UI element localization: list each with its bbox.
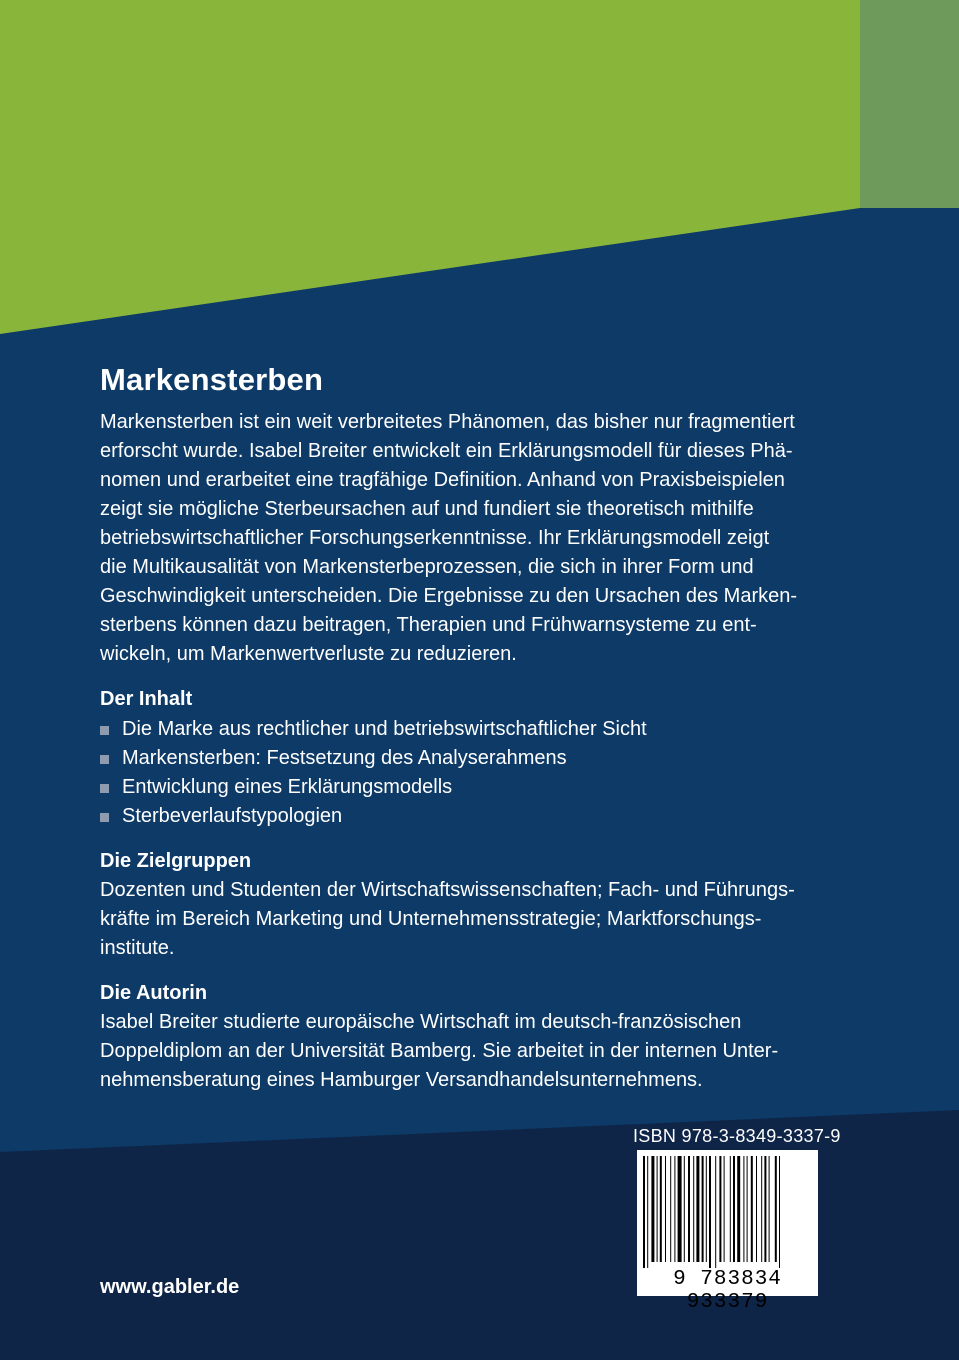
list-item-text: Die Marke aus rechtlicher und betriebswirtschaftlicher Sicht	[122, 718, 647, 740]
barcode-bar	[660, 1156, 662, 1262]
barcode-bar	[733, 1156, 735, 1262]
description-line: Geschwindigkeit unterscheiden. Die Ergebnisse zu den Ursachen des Marken-	[100, 585, 798, 607]
autorin-line: Doppeldiplom an der Universität Bamberg. Sie arbeitet in der internen Unter-	[100, 1040, 779, 1062]
description-line: die Multikausalität von Markensterbeprozessen, die sich in ihrer Form und	[100, 556, 754, 578]
barcode-bar	[674, 1156, 675, 1262]
description-line: erforscht wurde. Isabel Breiter entwickelt ein Erklärungsmodell für dieses Phä-	[100, 440, 793, 462]
bullet-square-icon	[100, 813, 109, 822]
description-line: Markensterben ist ein weit verbreitetes Phänomen, das bisher nur fragmentiert	[100, 411, 795, 433]
barcode-bar	[706, 1156, 707, 1262]
barcode-bar	[747, 1156, 748, 1262]
description-line: sterbens können dazu beitragen, Therapien und Frühwarnsysteme zu ent-	[100, 614, 757, 636]
list-item-text: Sterbeverlaufstypologien	[122, 805, 343, 827]
barcode-bar	[678, 1156, 682, 1262]
zielgruppen-heading: Die Zielgruppen	[100, 850, 252, 872]
barcode-bar	[724, 1156, 725, 1262]
barcode-bar	[769, 1156, 770, 1262]
inhalt-list	[100, 715, 870, 831]
barcode-bar	[647, 1156, 648, 1268]
autorin-heading: Die Autorin	[100, 982, 208, 1004]
barcode-bar	[665, 1156, 666, 1262]
zielgruppen-line: institute.	[100, 937, 175, 959]
barcode-bar	[684, 1156, 685, 1262]
list-item	[100, 744, 870, 773]
barcode-bar	[751, 1156, 753, 1262]
barcode-bar	[715, 1156, 716, 1268]
barcode-digits: 9 783834 933379	[673, 1268, 782, 1314]
description-line: betriebswirtschaftlicher Forschungserkenntnisse. Ihr Erklärungsmodell zeigt	[100, 527, 770, 549]
barcode-bar	[643, 1156, 645, 1268]
barcode-bar	[702, 1156, 704, 1262]
autorin-paragraph	[100, 1008, 870, 1095]
barcode-bar	[779, 1156, 780, 1268]
zielgruppen-line: kräfte im Bereich Marketing und Unternehmensstrategie; Marktforschungs-	[100, 908, 762, 930]
barcode-bar	[670, 1156, 671, 1262]
barcode-bar	[651, 1156, 654, 1262]
background-green-muted-corner	[860, 0, 959, 208]
barcode-bar	[693, 1156, 694, 1262]
barcode-bar	[764, 1156, 766, 1262]
barcode-bar	[719, 1156, 721, 1262]
description-line: wickeln, um Markenwertverluste zu reduzieren.	[100, 643, 517, 665]
list-item	[100, 802, 870, 831]
main-content	[100, 362, 870, 1095]
list-item-text: Markensterben: Festsetzung des Analyserahmens	[122, 747, 567, 769]
zielgruppen-line: Dozenten und Studenten der Wirtschaftswissenschaften; Fach- und Führungs-	[100, 879, 795, 901]
list-item	[100, 715, 870, 744]
list-item	[100, 773, 870, 802]
zielgruppen-paragraph	[100, 876, 870, 963]
bullet-square-icon	[100, 784, 109, 793]
inhalt-heading: Der Inhalt	[100, 688, 193, 710]
description-paragraph	[100, 408, 870, 669]
autorin-line: Isabel Breiter studierte europäische Wirtschaft im deutsch-französischen	[100, 1011, 742, 1033]
bullet-square-icon	[100, 755, 109, 764]
barcode-bar	[756, 1156, 757, 1262]
barcode-bar	[743, 1156, 744, 1262]
isbn-label: ISBN 978-3-8349-3337-9	[633, 1126, 841, 1146]
barcode-bar	[775, 1156, 777, 1262]
page-title: Markensterben	[100, 362, 324, 397]
barcode-bar	[730, 1156, 731, 1262]
barcode-bar	[696, 1156, 699, 1262]
list-item-text: Entwicklung eines Erklärungsmodells	[122, 776, 453, 798]
bullet-square-icon	[100, 726, 109, 735]
autorin-line: nehmensberatung eines Hamburger Versandhandelsunternehmens.	[100, 1069, 703, 1091]
description-line: nomen und erarbeitet eine tragfähige Definition. Anhand von Praxisbeispielen	[100, 469, 785, 491]
barcode-bar	[657, 1156, 658, 1262]
publisher-url: www.gabler.de	[100, 1276, 240, 1298]
barcode-bar	[709, 1156, 711, 1268]
barcode-bar	[688, 1156, 690, 1262]
barcode-bar	[761, 1156, 762, 1262]
description-line: zeigt sie mögliche Sterbeursachen auf und fundiert sie theoretisch mithilfe	[100, 498, 754, 520]
barcode	[637, 1150, 818, 1314]
barcode-bar	[737, 1156, 740, 1262]
